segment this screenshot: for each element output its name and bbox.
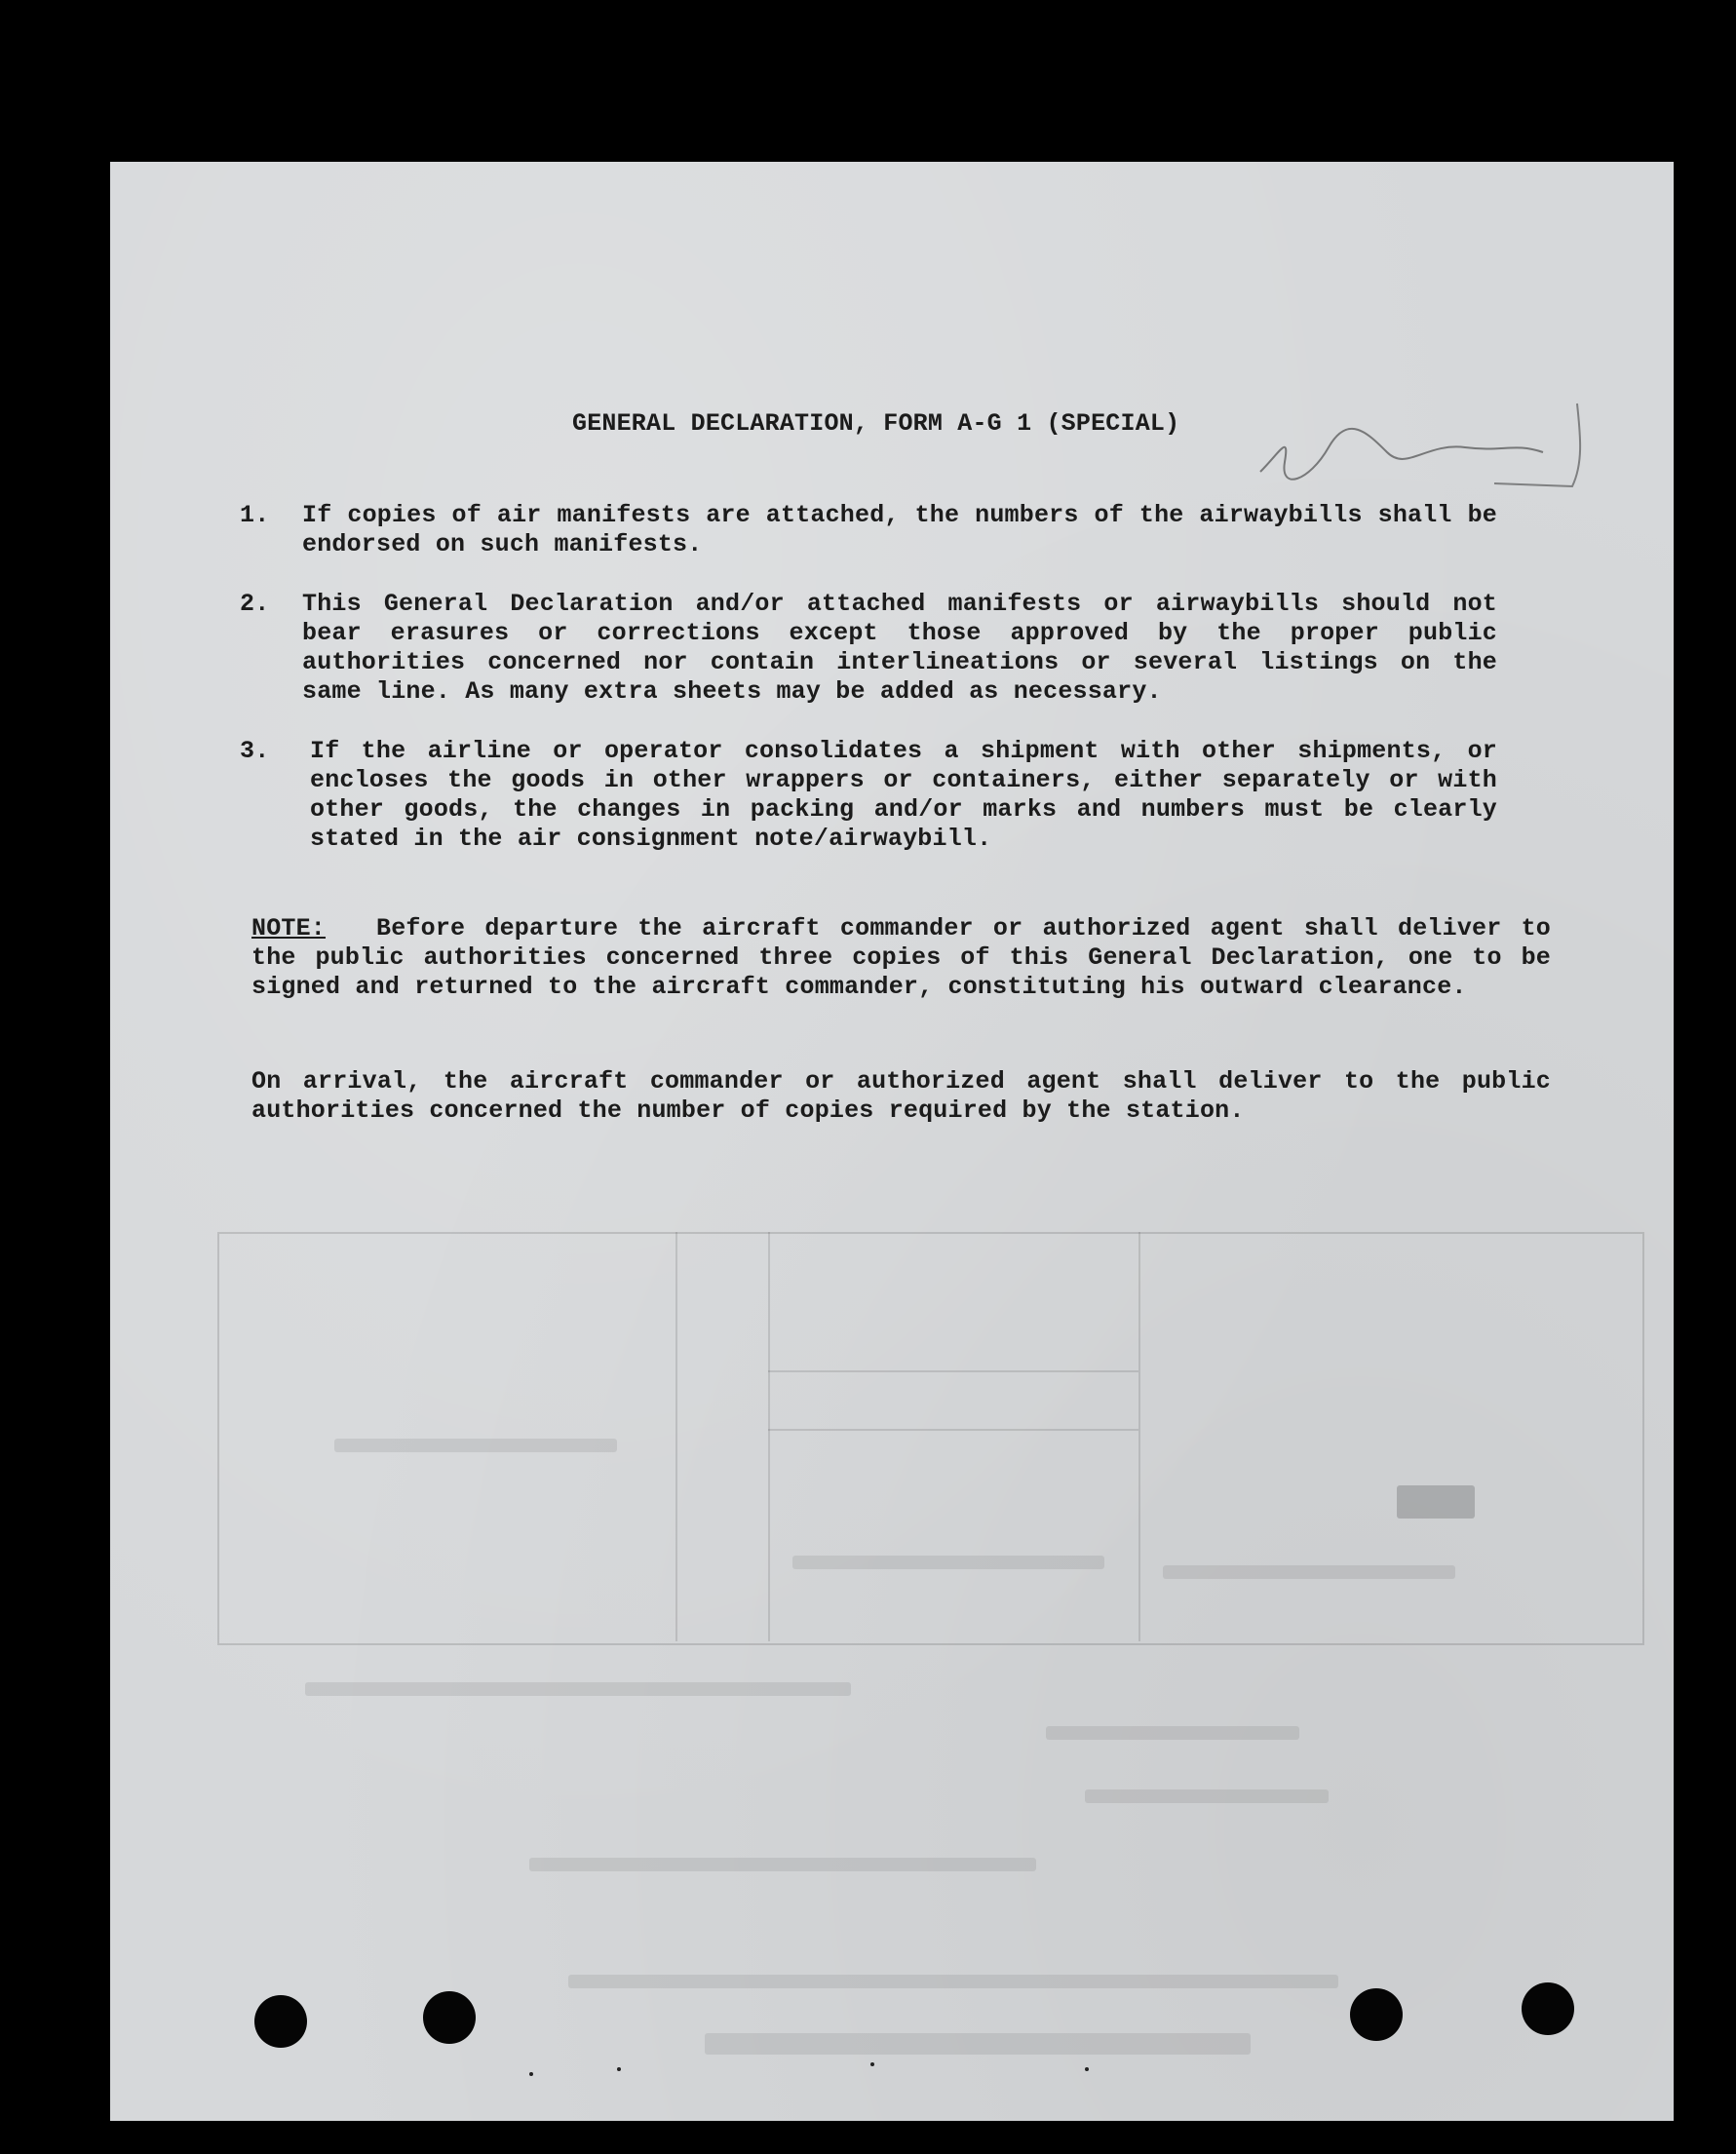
bleed-through-text — [1046, 1726, 1299, 1740]
speck — [617, 2067, 621, 2071]
bleed-through-text — [529, 1858, 1036, 1871]
item-number: 2. — [240, 590, 270, 618]
bleed-through-text — [1163, 1565, 1455, 1579]
document-title: GENERAL DECLARATION, FORM A-G 1 (SPECIAL) — [572, 409, 1180, 438]
item-text: If copies of air manifests are attached, the numbers of the airwaybills shall be endorsed on such manifests. — [302, 501, 1497, 558]
handwritten-scribble — [1251, 394, 1601, 501]
note-label: NOTE: — [251, 914, 327, 942]
speck — [529, 2072, 533, 2076]
bleed-through-divider — [768, 1232, 770, 1641]
document-page — [110, 162, 1674, 2121]
bleed-through-text — [792, 1556, 1104, 1569]
item-text: If the airline or operator consolidates a shipment with other shipments, or encloses the goods in other wrappers or containers, either separately or with other goods, the changes in packing and/or marks and numbers must be clearly stated in the air consignment note/airwaybill. — [310, 737, 1497, 853]
punch-hole — [1522, 1982, 1574, 2035]
item-number: 1. — [240, 501, 270, 529]
punch-hole — [1350, 1988, 1403, 2041]
bleed-through-divider — [675, 1232, 677, 1641]
item-text: This General Declaration and/or attached manifests or airwaybills should not bear erasures or corrections except those approved by the proper public authorities concerned nor contain interlineations or several listings on the same line. As many extra sheets may be added as necessary. — [302, 590, 1497, 706]
bleed-through-text — [705, 2033, 1251, 2055]
bleed-through-rule — [768, 1429, 1138, 1431]
bleed-through-text — [1085, 1789, 1329, 1803]
instruction-item — [240, 737, 1497, 854]
note-text: Before departure the aircraft commander or authorized agent shall deliver to the public authorities concerned three copies of this General Declaration, one to be signed and returned to the aircraft commander, constituting his outward clearance. — [251, 914, 1551, 1001]
item-number: 3. — [240, 737, 270, 765]
instruction-item — [240, 590, 1497, 707]
bleed-through-stamp — [1397, 1485, 1475, 1519]
instruction-item — [240, 501, 1497, 559]
arrival-paragraph: On arrival, the aircraft commander or authorized agent shall deliver to the public authorities concerned the number of copies required by the station. — [251, 1067, 1551, 1125]
bleed-through-text — [334, 1439, 617, 1452]
speck — [870, 2062, 874, 2066]
note-paragraph — [251, 914, 1551, 1002]
bleed-through-text — [568, 1975, 1338, 1988]
bleed-through-divider — [1138, 1232, 1140, 1641]
speck — [1085, 2067, 1089, 2071]
punch-hole — [254, 1995, 307, 2048]
bleed-through-text — [305, 1682, 851, 1696]
bleed-through-rule — [768, 1370, 1138, 1372]
punch-hole — [423, 1991, 476, 2044]
